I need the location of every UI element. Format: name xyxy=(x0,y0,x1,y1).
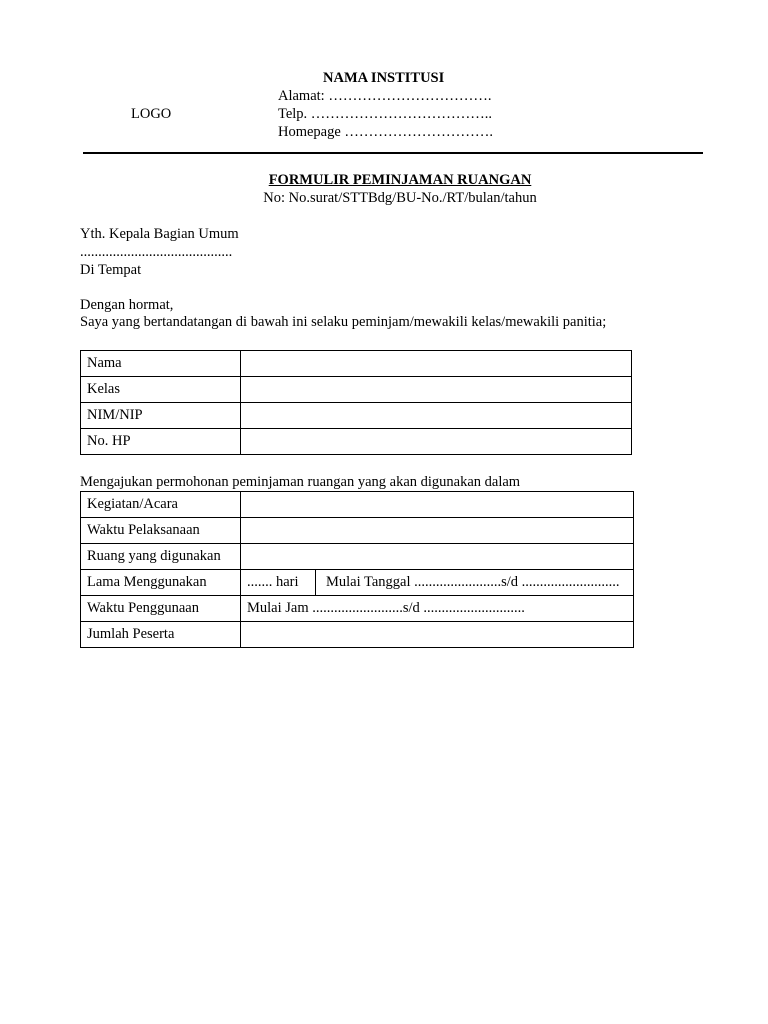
phone-field[interactable] xyxy=(241,429,632,455)
logo-placeholder: LOGO xyxy=(131,106,172,122)
row-label: Lama Menggunakan xyxy=(81,570,241,596)
statement: Saya yang bertandatangan di bawah ini selaku peminjam/mewakili kelas/mewakili panitia; xyxy=(80,314,607,330)
row-label: Waktu Penggunaan xyxy=(81,596,241,622)
duration-days-field[interactable]: ....... hari xyxy=(247,570,316,595)
request-table xyxy=(80,491,634,648)
phone-line: Telp. ……………………………….. xyxy=(278,106,493,122)
execution-time-field[interactable] xyxy=(241,518,634,544)
table-row xyxy=(81,351,632,377)
name-field[interactable] xyxy=(241,351,632,377)
row-label: Ruang yang digunakan xyxy=(81,544,241,570)
room-field[interactable] xyxy=(241,544,634,570)
institution-name: NAMA INSTITUSI xyxy=(323,70,445,86)
date-range-field[interactable]: Mulai Tanggal ........................s/d ........................... xyxy=(326,574,620,590)
table-row xyxy=(81,570,634,596)
form-title: FORMULIR PEMINJAMAN RUANGAN xyxy=(268,172,532,188)
row-label: Jumlah Peserta xyxy=(81,622,241,648)
request-intro: Mengajukan permohonan peminjaman ruangan yang akan digunakan dalam xyxy=(80,474,521,490)
row-label: Kelas xyxy=(81,377,241,403)
class-field[interactable] xyxy=(241,377,632,403)
table-row xyxy=(81,596,634,622)
table-row xyxy=(81,429,632,455)
borrower-table xyxy=(80,350,632,455)
letterhead-divider xyxy=(83,152,703,154)
participants-field[interactable] xyxy=(241,622,634,648)
table-row xyxy=(81,403,632,429)
row-label: Kegiatan/Acara xyxy=(81,492,241,518)
table-row xyxy=(81,518,634,544)
usage-time-field[interactable]: Mulai Jam .........................s/d ............................ xyxy=(241,596,634,622)
recipient-line-1: Yth. Kepala Bagian Umum xyxy=(80,226,239,242)
row-label: Waktu Pelaksanaan xyxy=(81,518,241,544)
recipient-line-2: .......................................... xyxy=(80,244,233,260)
table-row xyxy=(81,492,634,518)
duration-cell xyxy=(241,570,634,596)
row-label: Nama xyxy=(81,351,241,377)
recipient-line-3: Di Tempat xyxy=(80,262,142,278)
nim-nip-field[interactable] xyxy=(241,403,632,429)
greeting: Dengan hormat, xyxy=(80,297,174,313)
row-label: No. HP xyxy=(81,429,241,455)
row-label: NIM/NIP xyxy=(81,403,241,429)
table-row xyxy=(81,544,634,570)
table-row xyxy=(81,377,632,403)
table-row xyxy=(81,622,634,648)
form-number: No: No.surat/STTBdg/BU-No./RT/bulan/tahun xyxy=(263,190,537,206)
event-field[interactable] xyxy=(241,492,634,518)
address-line: Alamat: ……………………………. xyxy=(278,88,492,104)
homepage-line: Homepage …………………………. xyxy=(278,124,494,140)
